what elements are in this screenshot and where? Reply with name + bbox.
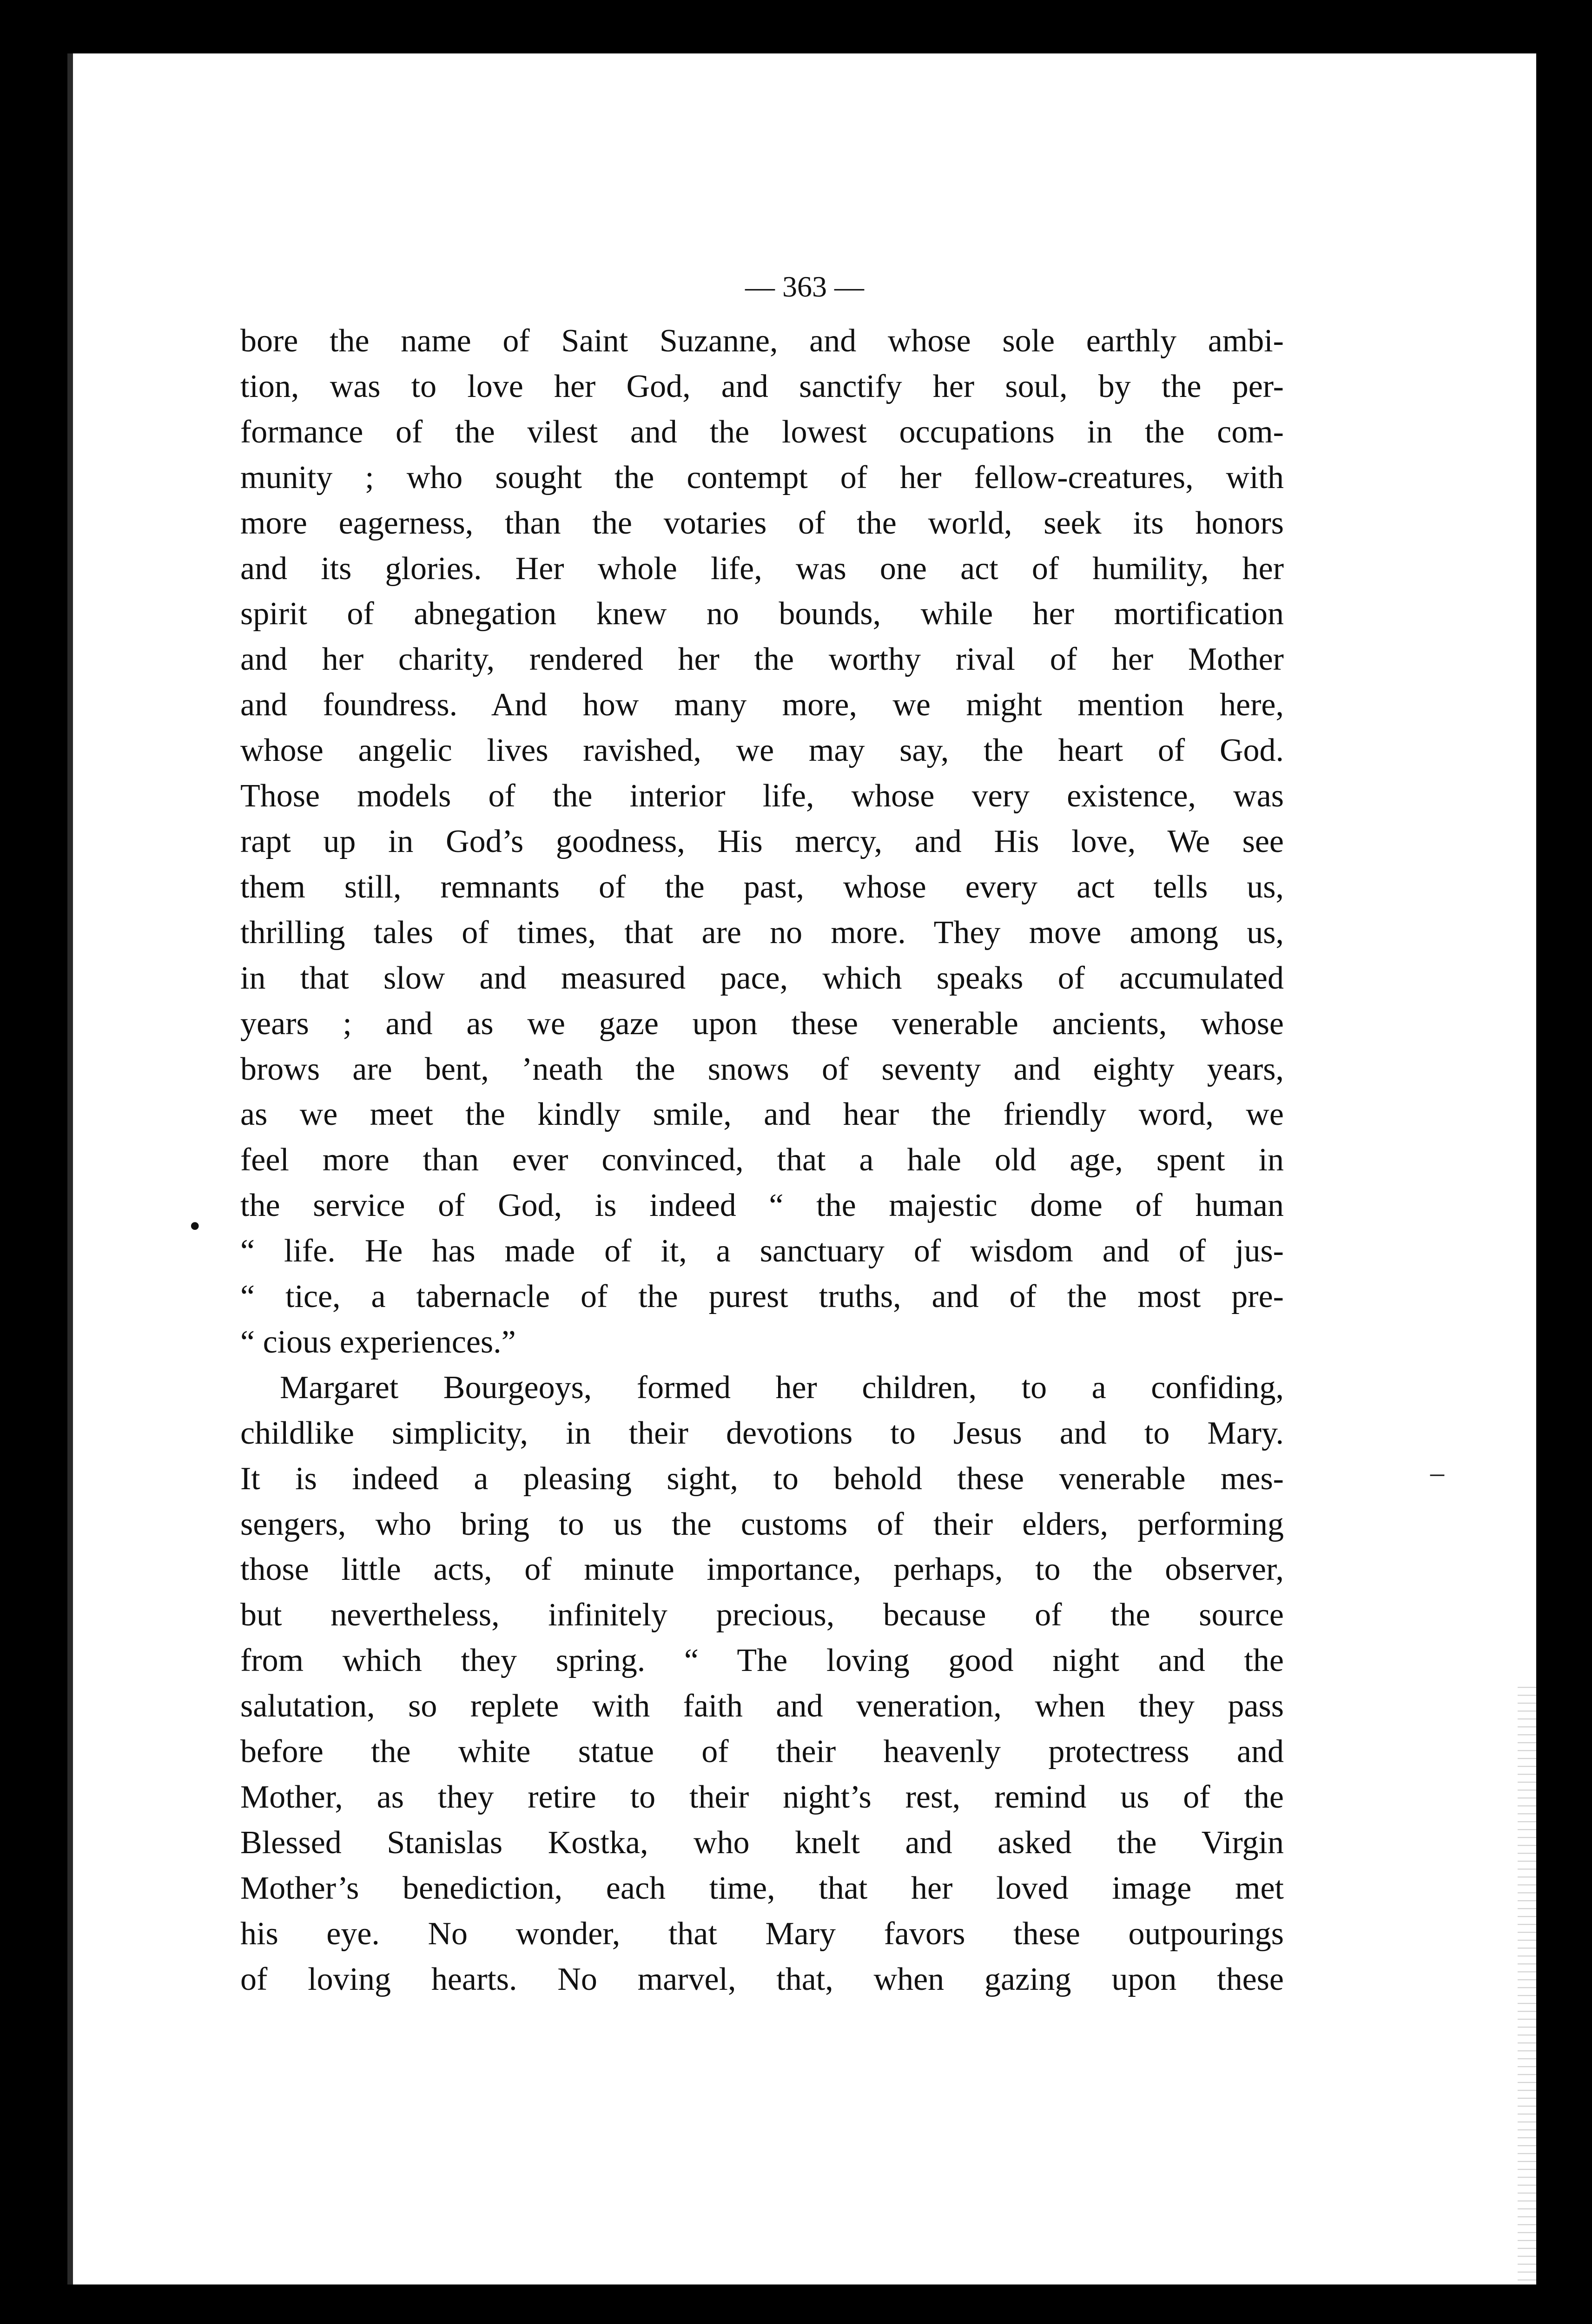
text-line: thrilling tales of times, that are no more. They move among us, — [240, 914, 1284, 951]
text-line: salutation, so replete with faith and veneration, when they pass — [240, 1688, 1284, 1724]
text-line: in that slow and measured pace, which speaks of accumulated — [240, 960, 1284, 996]
text-line: but nevertheless, infinitely precious, because of the source — [240, 1597, 1284, 1633]
page-number: — 363 — — [745, 270, 864, 303]
text-line: and her charity, rendered her the worthy rival of her Mother — [240, 641, 1284, 678]
text-line: spirit of abnegation knew no bounds, while her mortification — [240, 596, 1284, 632]
text-line: Margaret Bourgeoys, formed her children, to a confiding, — [280, 1369, 1284, 1406]
text-line: It is indeed a pleasing sight, to behold these venerable mes- — [240, 1460, 1284, 1497]
left-margin-mark: • — [189, 1208, 201, 1244]
book-page — [67, 53, 1536, 2284]
text-line: childlike simplicity, in their devotions to Jesus and to Mary. — [240, 1415, 1284, 1451]
text-line: Mother’s benediction, each time, that her loved image met — [240, 1870, 1284, 1906]
text-line: bore the name of Saint Suzanne, and whose sole earthly ambi- — [240, 323, 1284, 359]
body-text — [189, 318, 1444, 2002]
text-line: and foundress. And how many more, we might mention here, — [240, 687, 1284, 723]
text-line: the service of God, is indeed “ the majestic dome of human — [240, 1188, 1284, 1224]
text-line: rapt up in God’s goodness, His mercy, and His love, We see — [240, 823, 1284, 859]
text-line: his eye. No wonder, that Mary favors these outpourings — [240, 1915, 1284, 1952]
text-line: as we meet the kindly smile, and hear the friendly word, we — [240, 1096, 1284, 1133]
text-line: Blessed Stanislas Kostka, who knelt and asked the Virgin — [240, 1824, 1284, 1861]
text-line: feel more than ever convinced, that a hale old age, spent in — [240, 1142, 1284, 1178]
text-line: more eagerness, than the votaries of the world, seek its honors — [240, 505, 1284, 541]
text-line: of loving hearts. No marvel, that, when gazing upon these — [240, 1961, 1284, 1997]
paragraph-1 — [240, 318, 1284, 1365]
text-line: from which they spring. “ The loving good night and the — [240, 1643, 1284, 1679]
text-line: whose angelic lives ravished, we may say, the heart of God. — [240, 733, 1284, 769]
text-line: before the white statue of their heavenly protectress and — [240, 1734, 1284, 1770]
text-line: tion, was to love her God, and sanctify her soul, by the per- — [240, 368, 1284, 404]
right-margin-mark: – — [1430, 1457, 1444, 1488]
text-line: sengers, who bring to us the customs of their elders, performing — [240, 1506, 1284, 1542]
text-line: years ; and as we gaze upon these venerable ancients, whose — [240, 1005, 1284, 1042]
text-line: those little acts, of minute importance, perhaps, to the observer, — [240, 1552, 1284, 1588]
text-line: “ cious experiences.” — [240, 1324, 516, 1360]
text-line: Those models of the interior life, whose very existence, was — [240, 778, 1284, 814]
text-line: “ tice, a tabernacle of the purest truths, and of the most pre- — [240, 1279, 1284, 1315]
text-line: Mother, as they retire to their night’s rest, remind us of the — [240, 1779, 1284, 1815]
scan-edge-artifact — [1518, 1680, 1536, 2284]
paragraph-2 — [240, 1365, 1284, 2002]
text-line: munity ; who sought the contempt of her fellow-creatures, with — [240, 459, 1284, 495]
text-line: them still, remnants of the past, whose every act tells us, — [240, 869, 1284, 905]
text-line: formance of the vilest and the lowest occupations in the com- — [240, 414, 1284, 450]
text-line: “ life. He has made of it, a sanctuary of wisdom and of jus- — [240, 1233, 1284, 1269]
text-line: and its glories. Her whole life, was one act of humility, her — [240, 550, 1284, 587]
text-line: brows are bent, ’neath the snows of seventy and eighty years, — [240, 1051, 1284, 1087]
